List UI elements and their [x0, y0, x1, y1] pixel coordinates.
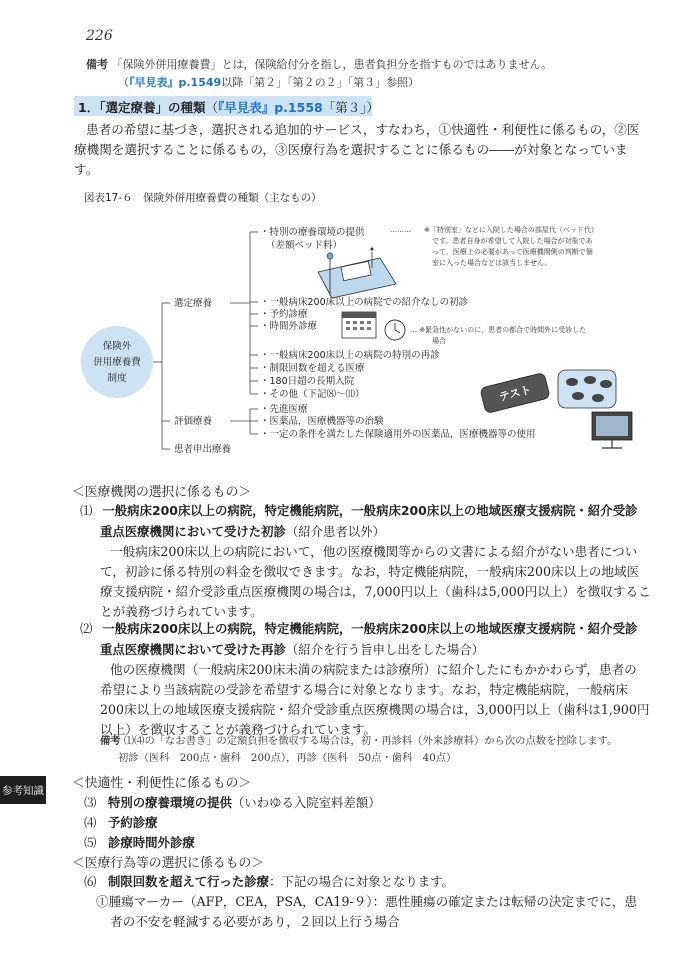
- section-heading: 1．「選定療養」の種類（『早見表』p.1558「第３」）: [74, 96, 372, 116]
- bed-note-l2: です。患者自身が希望して入院した場合が対象であ: [432, 237, 593, 245]
- group-heading-institution: ＜医療機関の選択に係るもの＞: [72, 485, 252, 500]
- item1-heading: ⑴ 一般病床200床以上の病院，特定機能病院，一般病床200床以上の地域医療支援病院・紹介受診 重点医療機関において受けた初診（紹介患者以外）: [80, 503, 638, 539]
- sentei-item-room-sub: （差額ベッド料）: [266, 240, 343, 251]
- branch-sentei: 選定療養: [174, 298, 213, 309]
- sentei-item-revisit: ・一般病床200床以上の病院の特別の再診: [260, 350, 440, 361]
- biko-note-line2: （『早見表』p.1549以降「第２」「第２の２」「第３」参照）: [118, 76, 420, 89]
- hyoka-item-advanced: ・先進医療: [260, 404, 308, 415]
- item6-sub1: ①腫瘍マーカー（AFP，CEA，PSA，CA19-９）：悪性腫瘍の確定または転帰の決定までに，患 者の不安を軽減する必要があり，２回以上行う場合: [96, 894, 638, 929]
- bed-note-l3: って，医療上の必要があって医療機関側の判断で個: [432, 248, 593, 256]
- time-note-l2: 場合: [432, 337, 446, 345]
- hospital-bed-icon: [318, 245, 396, 298]
- branch-kanja: 患者申出療養: [174, 444, 232, 455]
- bed-note-l4: 室に入った場合などは該当しません。: [432, 259, 552, 267]
- branch-hyoka: 評価療養: [174, 416, 213, 427]
- sentei-item-other: ・その他（下記⑻〜⑾）: [260, 389, 365, 400]
- bed-note-l1: ※「特別室」などに入院した場合の部屋代（ベッド代）: [424, 226, 598, 234]
- hyoka-item-unapproved: ・一定の条件を満たした保険適用外の医薬品，医療機器等の使用: [260, 429, 536, 440]
- hayamihyo-ref-1558: 『早見表』p.1558: [217, 100, 323, 115]
- sentei-item-first-visit: ・一般病床200床以上の病院での紹介なしの初診: [260, 297, 469, 308]
- item2-heading: ⑵ 一般病床200床以上の病院，特定機能病院，一般病床200床以上の地域医療支援病院・紹介受診 重点医療機関において受けた再診（紹介を行う旨申し出をした場合）: [80, 621, 638, 657]
- sentei-item-long-stay: ・180日超の長期入院: [260, 376, 355, 387]
- hayamihyo-ref-1549: 『早見表』p.1549: [129, 76, 222, 89]
- biko-label: 備考: [86, 58, 108, 71]
- test-kit-label: テスト: [497, 383, 533, 404]
- root-line2: 併用療養費: [93, 357, 141, 368]
- side-tab-reference[interactable]: 参考知識: [0, 776, 46, 804]
- biko-line1: 「保険外併用療養費」とは，保険給付分を指し，患者負担分を指すものではありません。: [111, 58, 553, 71]
- intro-paragraph: 患者の希望に基づき，選択される追加的サービス，すなわち，①快適性・利便性に係るもの，②医療機関を選択することに係るもの，③医療行為を選択することに係るもの――が対象となっています。: [74, 122, 640, 177]
- insurance-diagram: [80, 212, 660, 462]
- sentei-item-after-hours: ・時間外診療: [260, 321, 318, 332]
- group-heading-comfort: ＜快適性・利便性に係るもの＞: [72, 776, 252, 791]
- sentei-item-limit: ・制限回数を超える医療: [260, 363, 365, 374]
- figure-title: 図表17-６ 保険外併用療養費の種類（主なもの）: [84, 192, 322, 204]
- item4: ⑷ 予約診療: [84, 815, 158, 830]
- hyoka-item-trial: ・医薬品，医療機器等の治験: [260, 416, 384, 427]
- item2-body: 他の医療機関（一般病床200床未満の病院または診療所）に紹介したにもかかわらず，患者の 希望により当該病院の受診を希望する場合に対象となります。なお，特定機能病院，一般病床 200床以上の地域医療支援病院・紹介受診重点医療機関の場合は，3,000円以上（歯科は1,900円 以上）を徴収することが義務づけられています。: [100, 662, 650, 737]
- svg-text:✦: ✦: [368, 245, 376, 254]
- item1-body: 一般病床200床以上の病院において，他の医療機関等からの文書による紹介がない患者につい て，初診に係る特別の料金を徴収できます。なお，特定機能病院，一般病床200床以上の地域医 療支援病院・紹介受診重点医療機関の場合は，7,000円以上（歯科は5,000円以上）を徴収するこ とが義務づけられています。: [100, 544, 651, 619]
- bed-note-dots: ………: [390, 226, 411, 234]
- biko2-line1: 備考 ⑴⑷の「なお書き」の定額負担を徴収する場合は，初・再診料（外来診療料）から次の点数を控除します。: [100, 735, 618, 747]
- item6: ⑹ 制限回数を超えて行った診療：下記の場合に対象となります。: [84, 874, 454, 889]
- item3: ⑶ 特別の療養環境の提供（いわゆる入院室料差額）: [84, 795, 381, 810]
- time-note-l1: … ※緊急性がないのに，患者の都合で時間外に受診した: [410, 326, 587, 334]
- root-line3: 制度: [107, 373, 127, 384]
- test-kit-icon: [480, 372, 550, 413]
- item5: ⑸ 診療時間外診療: [84, 835, 195, 850]
- monitor-icon: [592, 412, 632, 448]
- group-heading-medical-act: ＜医療行為等の選択に係るもの＞: [72, 856, 264, 871]
- sentei-item-room: ・特別の療養環境の提供: [260, 227, 365, 238]
- page-number: 226: [86, 28, 113, 44]
- clock-icon: [385, 320, 405, 340]
- sentei-item-reservation: ・予約診療: [260, 309, 308, 320]
- biko-note: [86, 56, 552, 72]
- calendar-icon: [342, 312, 376, 338]
- pills-icon: [558, 370, 616, 408]
- biko2-line2: 初診（医科 200点・歯科 200点），再診（医科 50点・歯科 40点）: [118, 752, 457, 764]
- root-line1: 保険外: [102, 341, 132, 352]
